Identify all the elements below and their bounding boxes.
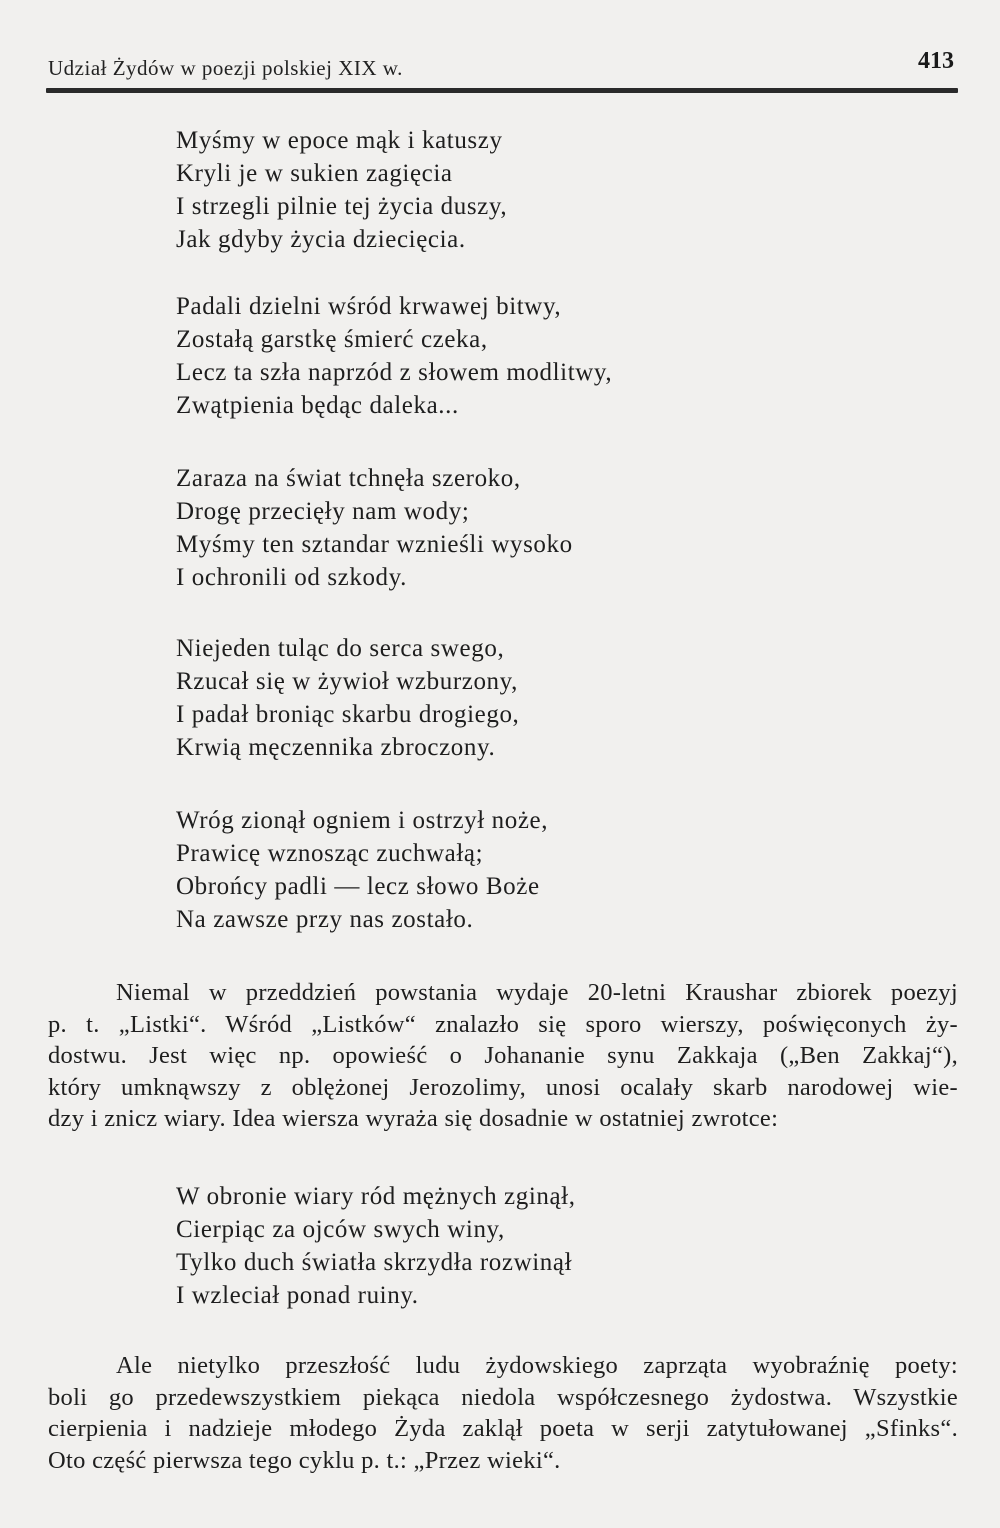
paragraph-line: Niemal w przeddzień powstania wydaje 20-letni Kraushar zbiorek poezyj: [116, 979, 958, 1006]
poem-line: W obronie wiary ród mężnych zginął,: [176, 1183, 576, 1210]
paragraph-line: cierpienia i nadzieje młodego Żyda zaklął poeta w serji zatytułowanej „Sfinks“.: [48, 1415, 958, 1442]
poem-line: I ochronili od szkody.: [176, 564, 407, 591]
poem-stanza-1: [176, 124, 507, 256]
poem-stanza-4: [176, 632, 519, 764]
poem-line: Niejeden tuląc do serca swego,: [176, 635, 505, 662]
running-title: Udział Żydów w poezji polskiej XIX w.: [48, 56, 403, 80]
paragraph-line: p. t. „Listki“. Wśród „Listków“ znalazło się sporo wierszy, poświęconych ży-: [48, 1010, 958, 1038]
poem-line: Obrońcy padli — lecz słowo Boże: [176, 873, 540, 900]
poem-line: I padał broniąc skarbu drogiego,: [176, 701, 520, 728]
poem-line: Zostałą garstkę śmierć czeka,: [176, 326, 488, 353]
poem-line: Na zawsze przy nas zostało.: [176, 906, 474, 933]
poem-stanza-5: [176, 804, 548, 936]
quoted-stanza: [176, 1180, 576, 1312]
poem-line: Myśmy ten sztandar wznieśli wysoko: [176, 531, 573, 558]
paragraph-line: dzy i znicz wiary. Idea wiersza wyraża się dosadnie w ostatniej zwrotce:: [48, 1105, 779, 1132]
paragraph-line: Oto część pierwsza tego cyklu p. t.: „Przez wieki“.: [48, 1446, 561, 1474]
paragraph-line: boli go przedewszystkiem piekąca niedola współczesnego żydostwa. Wszystkie: [48, 1383, 958, 1411]
header-rule: [46, 88, 958, 93]
poem-line: Zwątpienia będąc daleka...: [176, 392, 459, 419]
poem-line: Zaraza na świat tchnęła szeroko,: [176, 465, 521, 492]
poem-line: Rzucał się w żywioł wzburzony,: [176, 668, 518, 695]
poem-line: Prawicę wznosząc zuchwałą;: [176, 840, 484, 867]
poem-stanza-2: [176, 290, 612, 422]
page-number: 413: [918, 48, 954, 74]
poem-line: Krwią męczennika zbroczony.: [176, 734, 496, 761]
paragraph-line: Ale nietylko przeszłość ludu żydowskiego zaprząta wyobraźnię poety:: [116, 1352, 958, 1379]
poem-line: Tylko duch światła skrzydła rozwinął: [176, 1249, 573, 1276]
poem-line: Kryli je w sukien zagięcia: [176, 160, 453, 187]
body-paragraph-1: [48, 977, 958, 1135]
body-paragraph-2: [48, 1350, 958, 1476]
poem-stanza-3: [176, 462, 573, 594]
paragraph-line: który umknąwszy z oblężonej Jerozolimy, unosi ocalały skarb narodowej wie-: [48, 1073, 958, 1101]
poem-line: Myśmy w epoce mąk i katuszy: [176, 127, 503, 154]
poem-line: Wróg zionął ogniem i ostrzył noże,: [176, 807, 549, 834]
paragraph-line: dostwu. Jest więc np. opowieść o Johananie synu Zakkaja („Ben Zakkaj“),: [48, 1042, 958, 1069]
poem-line: Cierpiąc za ojców swych winy,: [176, 1216, 505, 1243]
poem-line: Lecz ta szła naprzód z słowem modlitwy,: [176, 359, 613, 386]
poem-line: Drogę przecięły nam wody;: [176, 498, 470, 525]
poem-line: I strzegli pilnie tej życia duszy,: [176, 193, 508, 220]
poem-line: Padali dzielni wśród krwawej bitwy,: [176, 293, 562, 320]
poem-line: I wzleciał ponad ruiny.: [176, 1282, 419, 1309]
poem-line: Jak gdyby życia dziecięcia.: [176, 226, 466, 253]
